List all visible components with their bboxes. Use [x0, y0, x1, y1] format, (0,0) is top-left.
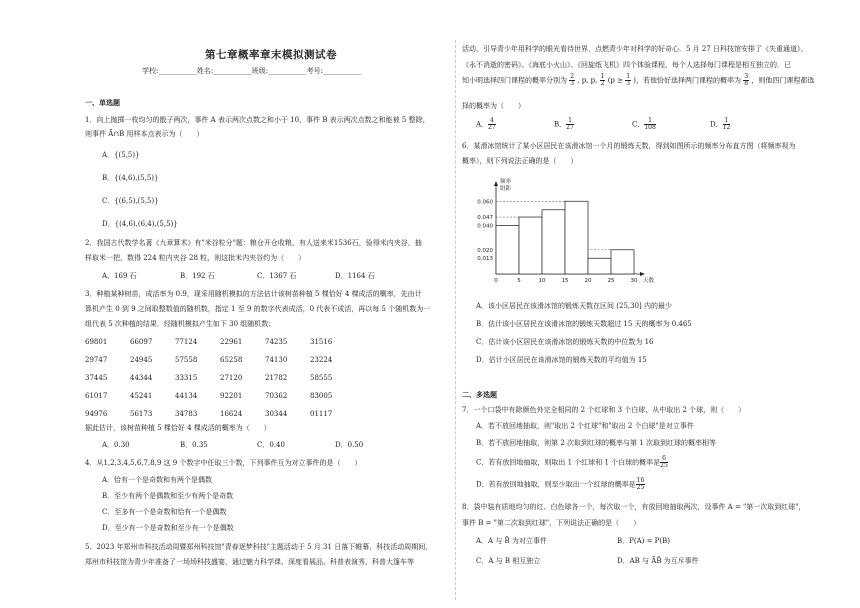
- q2-text: 样取米一把，数得 224 粒内夹谷 28 粒，则这批米内夹谷约为（ ）: [85, 254, 306, 262]
- text-run: (p ≥: [607, 76, 623, 85]
- q1-option-c[interactable]: C．{(6,5),(5,5)}: [102, 197, 159, 205]
- q6-option-b[interactable]: B．估计该小区居民在该滑冰馆的锻炼天数超过 15 天的概率为 0.465: [476, 320, 692, 328]
- table-cell: 30344: [265, 410, 288, 418]
- text-run: )，若他恰好选择两门课程的概率为: [633, 76, 742, 85]
- table-cell: 77124: [175, 338, 198, 346]
- q6-option-a[interactable]: A．该小区居民在该滑冰馆的锻炼天数在区间 (25,30] 内的最少: [476, 302, 673, 310]
- q5-option-c[interactable]: C． $\frac{1}{108}$: [632, 117, 656, 131]
- q1-option-b[interactable]: B．{(4,6),(5,5)}: [102, 174, 159, 182]
- fraction: $\frac{3}{8}$: [744, 73, 749, 87]
- q8-option-b[interactable]: B．P(A) = P(B): [617, 537, 671, 545]
- column-divider: [455, 40, 456, 600]
- y-axis-arrow: [494, 181, 498, 186]
- student-info-line: 学校:___________姓名:___________班级:___________考号:___________: [142, 67, 362, 75]
- fraction: $\frac{2}{3}$: [570, 73, 575, 87]
- histogram-bar: [611, 250, 634, 274]
- y-axis-label: 频率: [500, 179, 512, 185]
- q8-option-c[interactable]: C．A 与 B 相互独立: [476, 557, 541, 565]
- histogram-bar: [565, 201, 588, 274]
- q6-text: 6．某滑冰馆统计了某小区居民在该滑冰馆一个月的锻炼天数，得到如图所示的频率分布直方图（将频率视为: [462, 142, 796, 150]
- q1-option-a[interactable]: A．{(5,5)}: [102, 151, 140, 159]
- q5-text: 《永不消逝的密码》、《海底小火山》、《回旋纸飞机》四个体验课程，每个人选择每门课程是相互独立的．已: [462, 61, 791, 69]
- table-cell: 57558: [175, 356, 198, 364]
- table-cell: 58555: [310, 374, 333, 382]
- table-cell: 61017: [85, 392, 108, 400]
- text-run: ，则他四门课程都选: [751, 76, 815, 85]
- table-cell: 23224: [310, 356, 333, 364]
- table-cell: 56173: [130, 410, 153, 418]
- q8-option-a[interactable]: A．A 与 B̄ 为对立事件: [476, 537, 547, 545]
- section-heading-multi-choice: 二、多选题: [462, 390, 497, 399]
- x-axis-label: 天数: [643, 278, 655, 284]
- table-cell: 27120: [220, 374, 243, 382]
- q5-option-a[interactable]: A． $\frac{4}{27}$: [476, 117, 496, 131]
- y-axis-label: 组距: [500, 186, 512, 192]
- y-tick-label: 0.020: [477, 247, 493, 254]
- q3-text: 算机产生 0 到 9 之间取整数值的随机数，指定 1 至 9 的数字代表成活，0 代表不成活，再以每 5 个随机数为一: [85, 305, 431, 313]
- q4-option-c[interactable]: C．至多有一个是奇数和恰有一个是偶数: [102, 508, 227, 516]
- q7-option-b[interactable]: B．若不放回地抽取，则第 2 次取到红球的概率与第 1 次取到红球的概率相等: [476, 439, 716, 447]
- q7-option-a[interactable]: A．若不放回地抽取，则"取出 2 个红球"和"取出 2 个白球"是对立事件: [476, 422, 694, 430]
- q2-option-a[interactable]: A．169 石: [102, 272, 137, 280]
- table-cell: 44344: [130, 374, 153, 382]
- q5-text: 活动，引导青少年用科学的眼光看待世界，点燃青少年对科学的好奇心．5 月 27 日科技馆安排了《失重通道》、: [462, 45, 808, 53]
- table-cell: 34783: [175, 410, 198, 418]
- text-run: 知小明选择四门课程的概率分别为: [462, 76, 567, 85]
- table-cell: 65258: [220, 356, 243, 364]
- q6-option-c[interactable]: C．估计该小区居民在该滑冰馆的锻炼天数的中位数为 16: [476, 338, 654, 346]
- q3-option-c[interactable]: C．0.40: [257, 441, 285, 449]
- x-axis-arrow: [640, 272, 645, 276]
- q6-option-d[interactable]: D．估计小区居民在该滑冰馆的锻炼天数的平均值为 15: [476, 356, 647, 364]
- q3-text: 3．种植某种树苗，成活率为 0.9，现采用随机模拟的方法估计该树苗种植 5 棵恰好 4 棵成活的概率，先由计: [85, 290, 422, 298]
- q8-text: 事件 B = "第二次取到红球"，下列说法正确的是（ ）: [462, 519, 641, 527]
- q5-text-with-fractions: [462, 74, 814, 87]
- histogram-bar: [519, 217, 542, 274]
- histogram-bar: [496, 226, 519, 274]
- q2-text: 2．我国古代数学名著《九章算术》有"米谷粒分"题：粮仓开仓收粮，有人送来米1536石，验得米内夹谷，抽: [85, 239, 422, 247]
- y-tick-label: 0.013: [477, 256, 493, 263]
- table-cell: 74235: [265, 338, 288, 346]
- q2-option-b[interactable]: B．192 石: [180, 272, 215, 280]
- x-tick-label: 20: [584, 278, 592, 284]
- q7-option-d[interactable]: D．若有放回地抽取，则至少取出一个红球的概率是 $\frac{16}{25}$: [476, 477, 645, 491]
- table-cell: 22961: [220, 338, 243, 346]
- text-run: , p, p,: [577, 76, 598, 85]
- x-tick-label: 10: [538, 278, 546, 284]
- q3-option-a[interactable]: A．0.30: [102, 441, 130, 449]
- table-cell: 83005: [310, 392, 333, 400]
- table-cell: 44134: [175, 392, 198, 400]
- q3-text: 组代表 5 次种植的结果．经随机模拟产生如下 30 组随机数：: [85, 320, 276, 328]
- q8-option-d[interactable]: D．AB 与 ĀB̄ 为互斥事件: [617, 557, 699, 565]
- table-cell: 45241: [130, 392, 153, 400]
- q4-text: 4．从1,2,3,4,5,6,7,8,9 这 9 个数字中任取三个数，下列事件互为对立事件的是（ ）: [85, 459, 362, 467]
- q4-option-d[interactable]: D．至少有一个是奇数和至少有一个是偶数: [102, 524, 234, 532]
- y-tick-label: 0.047: [477, 215, 493, 222]
- page-title: 第七章概率章末模拟测试卷: [205, 49, 337, 61]
- q5-option-b[interactable]: B． $\frac{1}{27}$: [554, 117, 574, 131]
- q1-option-d[interactable]: D．{(4,6),(6,4),(5,5)}: [102, 220, 178, 228]
- table-cell: 37445: [85, 374, 108, 382]
- q4-option-a[interactable]: A．恰有一个是奇数和有两个是偶数: [102, 476, 213, 484]
- x-tick-label: 30: [630, 278, 638, 284]
- q5-text: 郑州市科技馆为青少年准备了一场场科技盛宴，通过魅力科学课、深度看展品、科普表演秀、科普大篷车等: [85, 558, 414, 566]
- table-cell: 33315: [175, 374, 198, 382]
- q7-option-c[interactable]: C．若有放回地抽取，则取出 1 个红球和 1 个白球的概率是 $\frac{6}{25}$: [476, 455, 668, 469]
- q5-option-d[interactable]: D． $\frac{1}{12}$: [710, 117, 731, 131]
- table-cell: 70362: [265, 392, 288, 400]
- x-tick-label: 15: [561, 278, 569, 284]
- section-heading-single-choice: 一、单选题: [85, 98, 120, 107]
- q1-text: 则事件 Ā∩B 用样本点表示为（ ）: [85, 130, 204, 138]
- table-cell: 24945: [130, 356, 153, 364]
- x-tick-label: 25: [607, 278, 615, 284]
- x-tick-label: 5: [517, 278, 521, 284]
- q3-option-d[interactable]: D．0.50: [335, 441, 364, 449]
- table-cell: 31516: [310, 338, 333, 346]
- q1-text: 1．向上抛掷一枚均匀的骰子两次，事件 A 表示两次点数之和小于 10，事件 B 表示两次点数之和能被 5 整除，: [85, 116, 430, 124]
- q6-text: 概率），则下列说法正确的是（ ）: [462, 157, 578, 165]
- x-tick-label: 0: [494, 278, 498, 284]
- q3-option-b[interactable]: B．0.35: [180, 441, 208, 449]
- y-tick-label: 0.040: [477, 223, 493, 230]
- q4-option-b[interactable]: B．至少有两个是偶数和至少有两个是奇数: [102, 492, 234, 500]
- y-tick-label: 0.060: [477, 199, 493, 206]
- histogram-bar: [588, 258, 611, 274]
- fraction: $\frac{1}{3}$: [626, 73, 631, 87]
- q5-text: 5．2023 年郑州市科技活动周暨郑州科技馆"青春逐梦科技"主题活动于 5 月 31 日落下帷幕，科技活动周期间，: [85, 543, 433, 551]
- table-cell: 92201: [220, 392, 243, 400]
- q2-option-d[interactable]: D．1164 石: [335, 272, 375, 280]
- table-cell: 94976: [85, 410, 108, 418]
- q5-text: 择的概率为（ ）: [462, 102, 525, 110]
- table-cell: 29747: [85, 356, 108, 364]
- frequency-histogram: [462, 172, 655, 292]
- table-cell: 21782: [265, 374, 288, 382]
- table-cell: 69801: [85, 338, 108, 346]
- q8-text: 8．袋中装有质地均匀的红、白色球各一个，每次取一个，有放回地抽取两次，设事件 A = "第一次取到红球"，: [462, 503, 806, 511]
- table-cell: 16624: [220, 410, 243, 418]
- q7-text: 7．一个口袋中有除颜色外完全相同的 2 个红球和 3 个白球，从中取出 2 个球，则（ ）: [462, 406, 746, 414]
- q2-option-c[interactable]: C．1367 石: [257, 272, 297, 280]
- table-cell: 66097: [130, 338, 153, 346]
- chart-bars: [496, 201, 634, 274]
- histogram-bar: [542, 210, 565, 274]
- q3-text: 据此估计，该树苗种植 5 棵恰好 4 棵成活的概率为（ ）: [85, 424, 271, 432]
- table-cell: 01117: [310, 410, 333, 418]
- table-cell: 74130: [265, 356, 288, 364]
- fraction: $\frac{1}{2}$: [600, 73, 605, 87]
